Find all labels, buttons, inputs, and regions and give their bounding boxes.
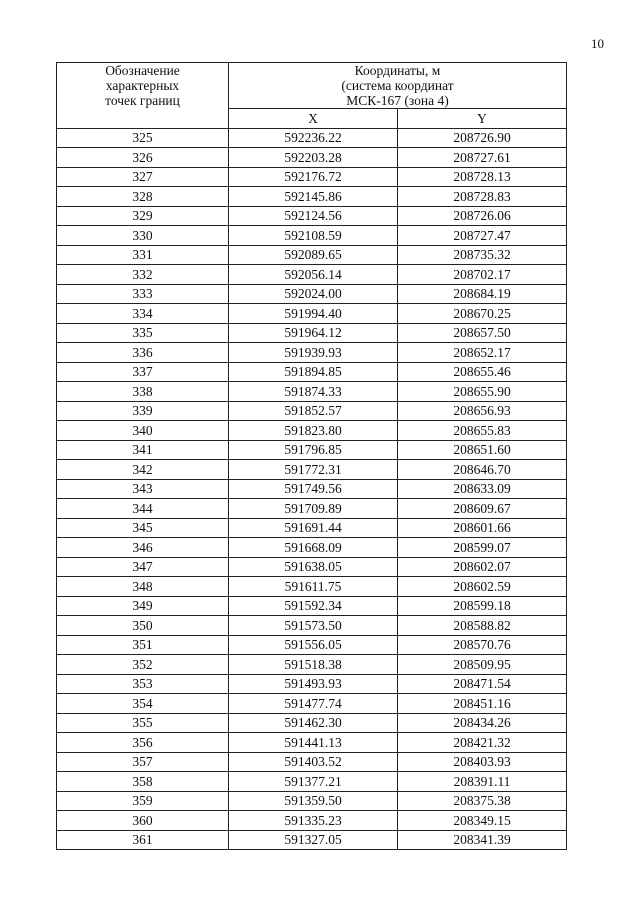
x-coordinate-cell: 591441.13 [229, 733, 398, 753]
x-coordinate-cell: 591994.40 [229, 304, 398, 324]
x-coordinate-cell: 592236.22 [229, 128, 398, 148]
coords-header-line: МСК-167 (зона 4) [346, 93, 449, 108]
x-column-header: X [229, 109, 398, 129]
point-header-line: точек границ [105, 93, 180, 108]
x-coordinate-cell: 591668.09 [229, 538, 398, 558]
table-row [57, 772, 567, 792]
point-cell: 331 [57, 245, 229, 265]
y-coordinate-cell: 208570.76 [398, 635, 567, 655]
x-coordinate-cell: 591709.89 [229, 499, 398, 519]
point-cell: 346 [57, 538, 229, 558]
point-cell: 361 [57, 830, 229, 850]
y-coordinate-cell: 208601.66 [398, 518, 567, 538]
x-coordinate-cell: 591518.38 [229, 655, 398, 675]
point-cell: 342 [57, 460, 229, 480]
x-coordinate-cell: 591772.31 [229, 460, 398, 480]
point-cell: 330 [57, 226, 229, 246]
point-header-line: Обозначение [105, 63, 180, 78]
y-coordinate-cell: 208349.15 [398, 811, 567, 831]
table-row [57, 733, 567, 753]
x-coordinate-cell: 591939.93 [229, 343, 398, 363]
point-cell: 339 [57, 401, 229, 421]
y-coordinate-cell: 208727.61 [398, 148, 567, 168]
table-row [57, 187, 567, 207]
y-coordinate-cell: 208471.54 [398, 674, 567, 694]
x-coordinate-cell: 591477.74 [229, 694, 398, 714]
point-cell: 334 [57, 304, 229, 324]
y-coordinate-cell: 208451.16 [398, 694, 567, 714]
point-cell: 359 [57, 791, 229, 811]
point-cell: 344 [57, 499, 229, 519]
table-body [57, 128, 567, 850]
table-header [57, 63, 567, 129]
x-coordinate-cell: 592089.65 [229, 245, 398, 265]
point-cell: 327 [57, 167, 229, 187]
table-row [57, 518, 567, 538]
x-coordinate-cell: 591403.52 [229, 752, 398, 772]
y-coordinate-cell: 208599.18 [398, 596, 567, 616]
y-coordinate-cell: 208651.60 [398, 440, 567, 460]
x-coordinate-cell: 591691.44 [229, 518, 398, 538]
y-coordinate-cell: 208684.19 [398, 284, 567, 304]
table-row [57, 167, 567, 187]
point-cell: 345 [57, 518, 229, 538]
x-coordinate-cell: 592024.00 [229, 284, 398, 304]
point-cell: 351 [57, 635, 229, 655]
point-cell: 337 [57, 362, 229, 382]
table-row [57, 557, 567, 577]
y-coordinate-cell: 208609.67 [398, 499, 567, 519]
y-coordinate-cell: 208657.50 [398, 323, 567, 343]
x-coordinate-cell: 592145.86 [229, 187, 398, 207]
table-row [57, 128, 567, 148]
table-row [57, 635, 567, 655]
x-coordinate-cell: 591327.05 [229, 830, 398, 850]
table-row [57, 616, 567, 636]
x-coordinate-cell: 592108.59 [229, 226, 398, 246]
x-coordinate-cell: 591462.30 [229, 713, 398, 733]
point-cell: 353 [57, 674, 229, 694]
point-cell: 347 [57, 557, 229, 577]
coordinates-table [56, 62, 567, 850]
point-cell: 360 [57, 811, 229, 831]
table-row [57, 713, 567, 733]
point-cell: 326 [57, 148, 229, 168]
x-coordinate-cell: 591796.85 [229, 440, 398, 460]
point-cell: 340 [57, 421, 229, 441]
y-coordinate-cell: 208728.13 [398, 167, 567, 187]
table-row [57, 830, 567, 850]
x-coordinate-cell: 592176.72 [229, 167, 398, 187]
y-coordinate-cell: 208726.90 [398, 128, 567, 148]
y-coordinate-cell: 208702.17 [398, 265, 567, 285]
table-row [57, 226, 567, 246]
x-coordinate-cell: 592056.14 [229, 265, 398, 285]
y-coordinate-cell: 208341.39 [398, 830, 567, 850]
y-coordinate-cell: 208670.25 [398, 304, 567, 324]
y-coordinate-cell: 208655.90 [398, 382, 567, 402]
point-cell: 335 [57, 323, 229, 343]
coords-header-line: Координаты, м [354, 63, 441, 78]
table-row [57, 499, 567, 519]
x-coordinate-cell: 591894.85 [229, 362, 398, 382]
table-row [57, 401, 567, 421]
x-coordinate-cell: 592124.56 [229, 206, 398, 226]
y-coordinate-cell: 208633.09 [398, 479, 567, 499]
y-coordinate-cell: 208656.93 [398, 401, 567, 421]
y-coordinate-cell: 208726.06 [398, 206, 567, 226]
table-row [57, 440, 567, 460]
table-row [57, 577, 567, 597]
point-cell: 358 [57, 772, 229, 792]
table-row [57, 655, 567, 675]
x-coordinate-cell: 591611.75 [229, 577, 398, 597]
x-coordinate-cell: 591964.12 [229, 323, 398, 343]
x-coordinate-cell: 591749.56 [229, 479, 398, 499]
table-row [57, 362, 567, 382]
coords-header-line: (система координат [341, 78, 454, 93]
point-cell: 357 [57, 752, 229, 772]
y-coordinate-cell: 208655.83 [398, 421, 567, 441]
point-cell: 336 [57, 343, 229, 363]
y-coordinate-cell: 208375.38 [398, 791, 567, 811]
x-coordinate-cell: 591638.05 [229, 557, 398, 577]
point-cell: 350 [57, 616, 229, 636]
y-coordinate-cell: 208646.70 [398, 460, 567, 480]
y-coordinate-cell: 208602.07 [398, 557, 567, 577]
table-row [57, 479, 567, 499]
y-coordinate-cell: 208434.26 [398, 713, 567, 733]
table-row [57, 674, 567, 694]
y-coordinate-cell: 208655.46 [398, 362, 567, 382]
x-coordinate-cell: 591335.23 [229, 811, 398, 831]
table-row [57, 343, 567, 363]
y-coordinate-cell: 208728.83 [398, 187, 567, 207]
x-coordinate-cell: 591377.21 [229, 772, 398, 792]
x-coordinate-cell: 592203.28 [229, 148, 398, 168]
point-cell: 325 [57, 128, 229, 148]
x-coordinate-cell: 591493.93 [229, 674, 398, 694]
y-coordinate-cell: 208391.11 [398, 772, 567, 792]
table-row [57, 382, 567, 402]
y-coordinate-cell: 208727.47 [398, 226, 567, 246]
point-cell: 354 [57, 694, 229, 714]
point-header-line: характерных [105, 78, 180, 93]
table-row [57, 265, 567, 285]
table-row [57, 752, 567, 772]
x-coordinate-cell: 591573.50 [229, 616, 398, 636]
point-cell: 348 [57, 577, 229, 597]
point-cell: 328 [57, 187, 229, 207]
table-row [57, 811, 567, 831]
point-cell: 329 [57, 206, 229, 226]
point-cell: 356 [57, 733, 229, 753]
table-row [57, 245, 567, 265]
point-cell: 333 [57, 284, 229, 304]
point-cell: 355 [57, 713, 229, 733]
y-coordinate-cell: 208588.82 [398, 616, 567, 636]
y-coordinate-cell: 208509.95 [398, 655, 567, 675]
y-coordinate-cell: 208735.32 [398, 245, 567, 265]
point-column-header [57, 63, 229, 129]
x-coordinate-cell: 591823.80 [229, 421, 398, 441]
table-row [57, 538, 567, 558]
point-cell: 341 [57, 440, 229, 460]
table-row [57, 694, 567, 714]
x-coordinate-cell: 591556.05 [229, 635, 398, 655]
table-row [57, 206, 567, 226]
coordinates-column-header [229, 63, 567, 109]
y-column-header: Y [398, 109, 567, 129]
table-row [57, 596, 567, 616]
y-coordinate-cell: 208652.17 [398, 343, 567, 363]
table-row [57, 791, 567, 811]
x-coordinate-cell: 591592.34 [229, 596, 398, 616]
table-row [57, 304, 567, 324]
point-cell: 338 [57, 382, 229, 402]
y-coordinate-cell: 208602.59 [398, 577, 567, 597]
table-row [57, 148, 567, 168]
x-coordinate-cell: 591359.50 [229, 791, 398, 811]
x-coordinate-cell: 591874.33 [229, 382, 398, 402]
point-cell: 332 [57, 265, 229, 285]
point-cell: 343 [57, 479, 229, 499]
x-coordinate-cell: 591852.57 [229, 401, 398, 421]
table-row [57, 460, 567, 480]
point-cell: 349 [57, 596, 229, 616]
table-row [57, 284, 567, 304]
page-number: 10 [591, 36, 604, 51]
y-coordinate-cell: 208421.32 [398, 733, 567, 753]
table-row [57, 323, 567, 343]
y-coordinate-cell: 208599.07 [398, 538, 567, 558]
y-coordinate-cell: 208403.93 [398, 752, 567, 772]
point-cell: 352 [57, 655, 229, 675]
table-row [57, 421, 567, 441]
